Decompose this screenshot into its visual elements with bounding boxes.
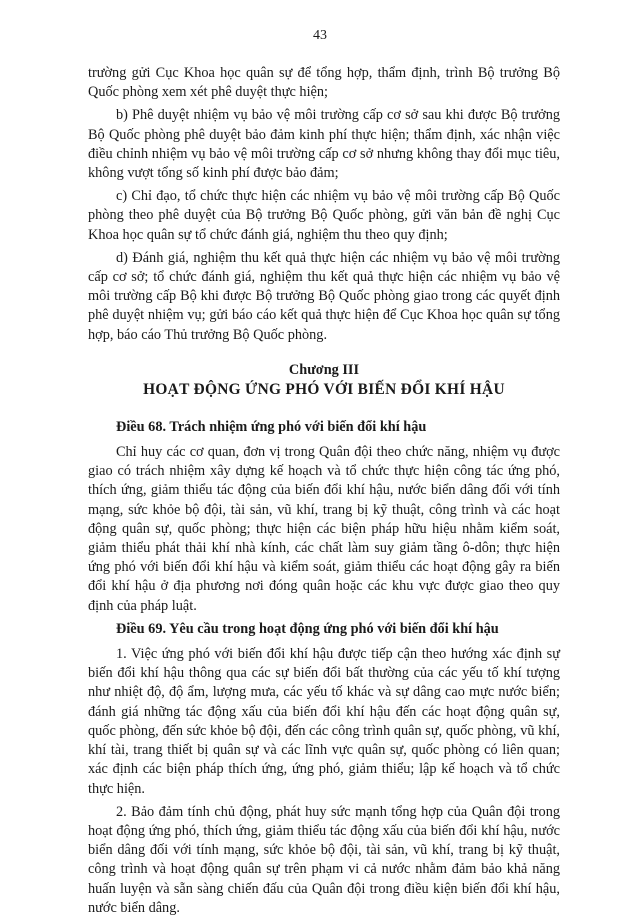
document-body <box>88 64 560 922</box>
article-69-title: Điều 69. Yêu cầu trong hoạt động ứng phó với biến đổi khí hậu <box>116 620 499 637</box>
chapter-number: Chương III <box>288 361 360 378</box>
paragraph-a-continuation: trường gửi Cục Khoa học quân sự để tổng hợp, thẩm định, trình Bộ trưởng Bộ Quốc phòng xem xét phê duyệt thực hiện; <box>88 65 560 101</box>
chapter-title: HOẠT ĐỘNG ỨNG PHÓ VỚI BIẾN ĐỔI KHÍ HẬU <box>143 380 505 398</box>
article-69-clause-2: 2. Bảo đảm tính chủ động, phát huy sức mạnh tổng hợp của Quân đội trong hoạt động ứng phó, thích ứng, giảm thiểu tác động xấu của biến đổi khí hậu, nước biển dâng đối với tính mạng, sức khỏe bộ đội, tài sản, vũ khí, trang bị kỹ thuật, công trình và hoạt động quân sự trên phạm vi cả nước nhằm đảm bảo khả năng huấn luyện và sẵn sàng chiến đấu của Quân đội trong điều kiện biến đổi khí hậu, nước biển dâng. <box>88 803 560 916</box>
page-number: 43 <box>313 28 327 43</box>
article-69-clause-1: 1. Việc ứng phó với biến đổi khí hậu được tiếp cận theo hướng xác định sự biến đổi khí hậu thông qua các sự biến đổi bất thường của các yếu tố khí tượng như nhiệt độ, độ ẩm, lượng mưa, các yếu tố khác và sự dâng cao mực nước biển; đánh giá những tác động xấu của biến đổi khí hậu đến các hoạt động quân sự, quốc phòng, đến sức khỏe bộ đội, đến các công trình quân sự, quốc phòng, vũ khí, khí tài, trang thiết bị quân sự và các lĩnh vực quân sự, quốc phòng có liên quan; xác định các biện pháp thích ứng, ứng phó, giảm thiểu; lập kế hoạch và tổ chức thực hiện. <box>88 646 560 797</box>
paragraph-c: c) Chỉ đạo, tổ chức thực hiện các nhiệm vụ bảo vệ môi trường cấp Bộ Quốc phòng theo phê duyệt của Bộ trưởng Bộ Quốc phòng, gửi văn bản đề nghị Cục Khoa học quân sự tổ chức đánh giá, nghiệm thu theo quy định; <box>88 188 560 243</box>
article-68-title: Điều 68. Trách nhiệm ứng phó với biến đổi khí hậu <box>116 418 427 435</box>
article-68-body: Chỉ huy các cơ quan, đơn vị trong Quân đội theo chức năng, nhiệm vụ được giao có trách nhiệm xây dựng kế hoạch và tổ chức thực hiện công tác ứng phó, thích ứng, giảm thiểu tác động của biến đổi khí hậu, nước biển dâng đối với tính mạng, sức khỏe bộ đội, tài sản, vũ khí, trang bị kỹ thuật, công trình và các hoạt động quân sự, quốc phòng; thực hiện các biện pháp hữu hiệu nhằm kiểm soát, giảm thiểu phát thải khí nhà kính, các chất làm suy giảm tầng ô-dôn; thực hiện ứng phó với biến đổi khí hậu và kiểm soát, giảm thiểu các hoạt động gây ra biến đổi khí hậu ở địa phương nơi đóng quân hoặc các khu vực được giao theo quy định của pháp luật. <box>88 444 560 614</box>
paragraph-b: b) Phê duyệt nhiệm vụ bảo vệ môi trường cấp cơ sở sau khi được Bộ trưởng Bộ Quốc phòng phê duyệt bảo đảm kinh phí thực hiện; thẩm định, xác nhận việc điều chỉnh nhiệm vụ bảo vệ môi trường cấp cơ sở nhưng không thay đổi mục tiêu, không vượt tổng số kinh phí được bảo đảm; <box>88 107 560 182</box>
paragraph-d: d) Đánh giá, nghiệm thu kết quả thực hiện các nhiệm vụ bảo vệ môi trường cấp cơ sở; tổ chức đánh giá, nghiệm thu kết quả thực hiện các nhiệm vụ bảo vệ môi trường cấp Bộ khi được Bộ trưởng Bộ Quốc phòng giao trong các quyết định phê duyệt nhiệm vụ; gửi báo cáo kết quả thực hiện để Cục Khoa học quân sự tổng hợp, báo cáo Thủ trưởng Bộ Quốc phòng. <box>88 249 560 343</box>
